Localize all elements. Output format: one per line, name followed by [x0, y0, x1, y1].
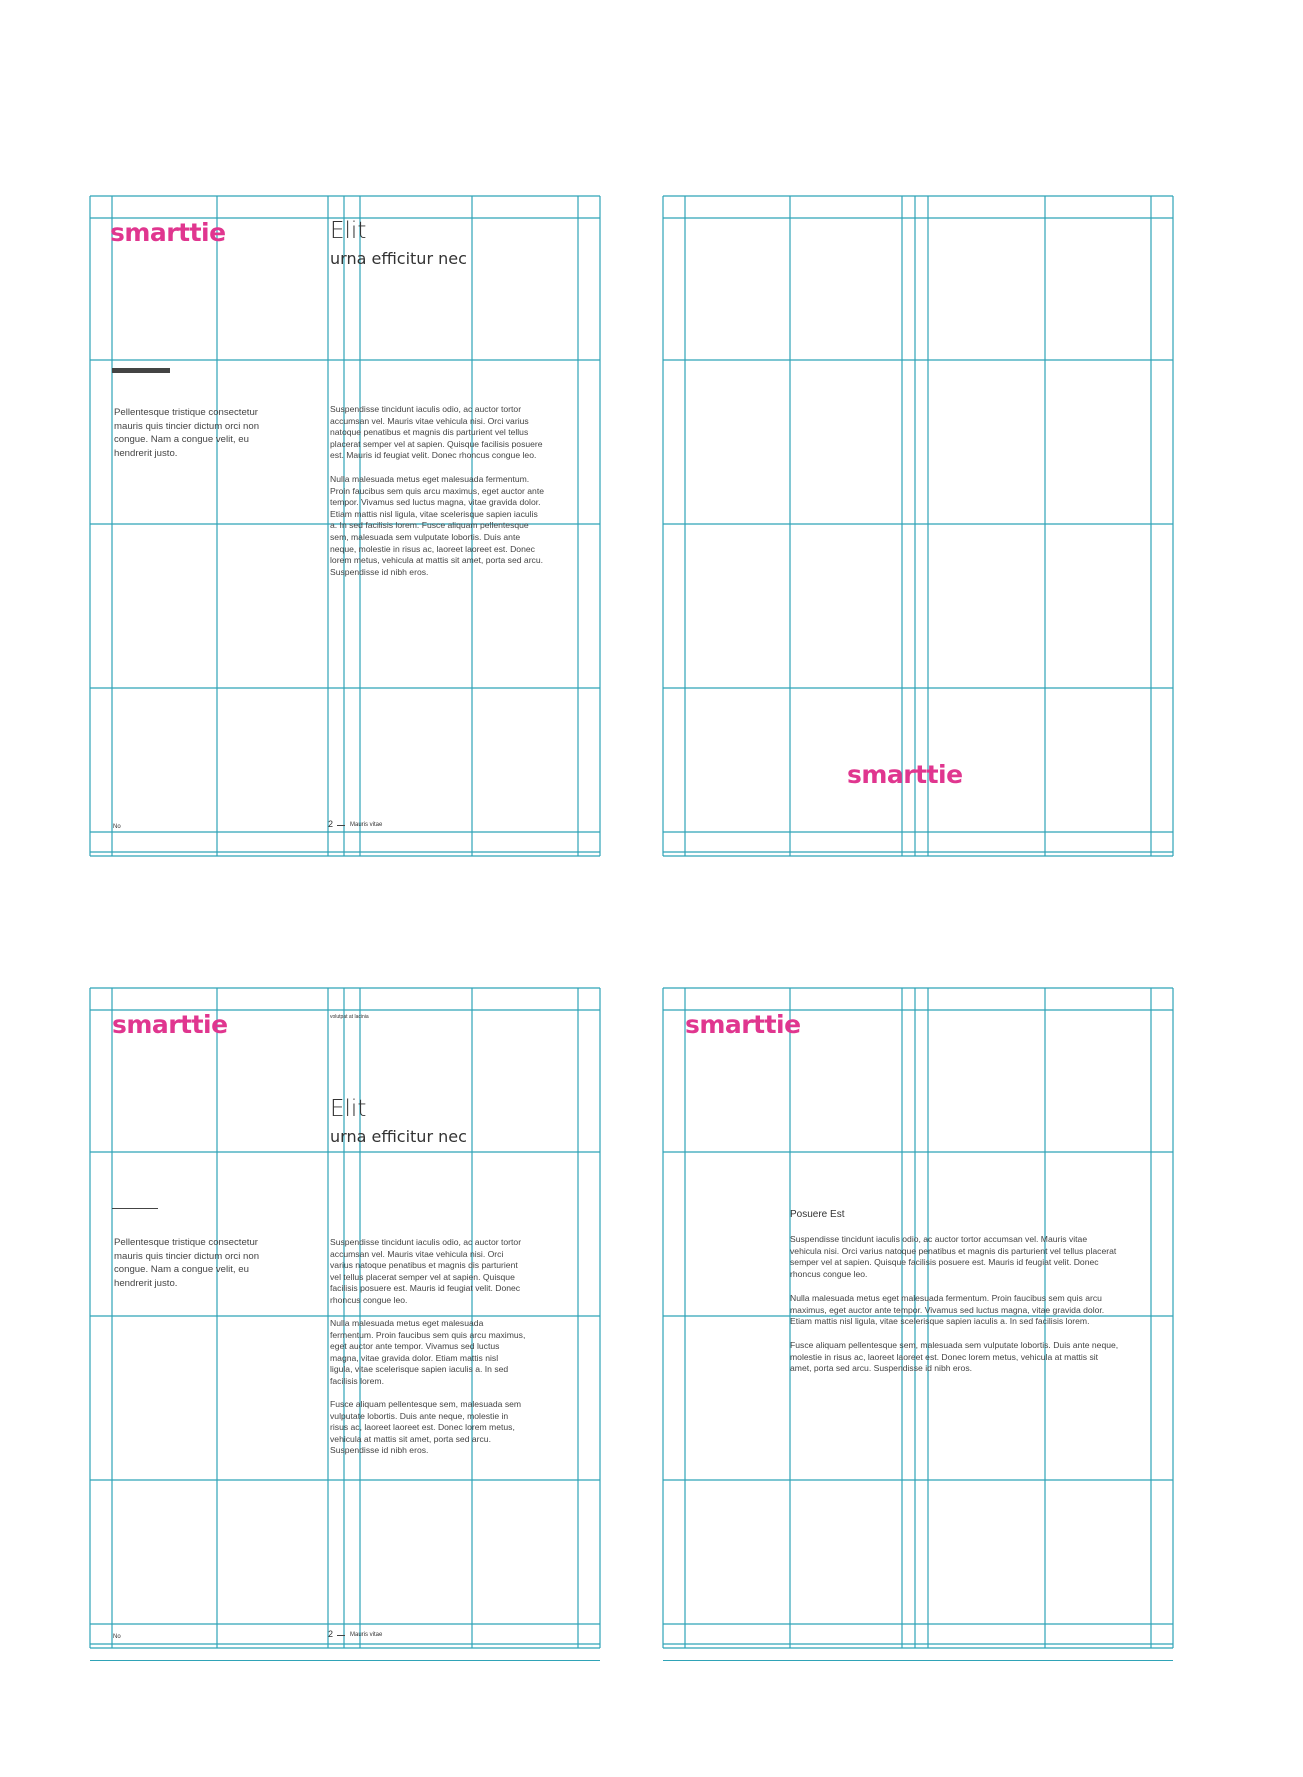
intro-text: Pellentesque tristique consectetur mauris quis tincier dictum orci non congue. Nam a congue velit, eu hendrerit justo. [114, 407, 260, 459]
footer-right-text: Mauris vitae [350, 822, 383, 828]
page-subtitle: urna efficitur nec [330, 1127, 467, 1146]
body-paragraph: Nulla malesuada metus eget malesuada fermentum. Proin faucibus sem quis arcu maximus, eget auctor ante tempor. Vivamus sed luctus magna, vitae gravida dolor. Etiam mattis nisl ligula, vitae scelerisque sapien iaculis a. In sed facilisis lorem. [330, 1318, 526, 1386]
section-heading: Posuere Est [790, 1209, 845, 1220]
page-bottom-guide [90, 1660, 600, 1661]
footer-dash [337, 1635, 345, 1636]
page-number: 2 [328, 819, 334, 829]
page-bottom-guide [663, 1660, 1173, 1661]
body-paragraph: Suspendisse tincidunt iaculis odio, ac auctor tortor accumsan vel. Mauris vitae vehicula nisi. Orci varius natoque penatibus et magnis dis parturient vel tellus placerat semper vel at sapien. Quisque facilisis posuere est. Mauris id feugiat velit. Donec rhoncus congue leo. [790, 1234, 1117, 1279]
layout-page-1 [90, 196, 600, 856]
layout-page-3 [90, 988, 600, 1648]
footer-left-text: No [113, 1634, 121, 1640]
body-paragraph: Fusce aliquam pellentesque sem, malesuada sem vulputate lobortis. Duis ante neque, molestie in risus ac, laoreet laoreet est. Donec lorem metus, vehicula at mattis sit amet, porta sed arcu. Suspendisse id nibh eros. [790, 1340, 1119, 1374]
page-number: 2 [328, 1629, 334, 1639]
footer-right-text: Mauris vitae [350, 1632, 383, 1638]
body-paragraph: Fusce aliquam pellentesque sem, malesuada sem vulputate lobortis. Duis ante neque, molestie in risus ac, laoreet laoreet est. Donec lorem metus, vehicula at mattis sit amet, porta sed arcu. Suspendisse id nibh eros. [330, 1399, 522, 1456]
page-title: Elit [330, 218, 367, 244]
page-subtitle: urna efficitur nec [330, 249, 467, 268]
page-title: Elit [330, 1096, 367, 1122]
layout-grid [663, 196, 1173, 856]
accent-rule [112, 1208, 158, 1209]
layout-page-4 [663, 988, 1173, 1648]
brand-logo: smarttie [847, 760, 963, 789]
body-paragraph: Suspendisse tincidunt iaculis odio, ac auctor tortor accumsan vel. Mauris vitae vehicula nisi. Orci varius natoque penatibus et magnis dis parturient vel tellus placerat semper vel at sapien. Quisque facilisis posuere est. Mauris id feugiat velit. Donec rhoncus congue leo. [330, 1237, 522, 1305]
footer-dash [337, 825, 345, 826]
body-paragraph: Nulla malesuada metus eget malesuada fermentum. Proin faucibus sem quis arcu maximus, eget auctor ante tempor. Vivamus sed luctus magna, vitae gravida dolor. Etiam mattis nisl ligula, vitae scelerisque sapien iaculis a. In sed facilisis lorem. [790, 1293, 1105, 1327]
body-paragraph: Nulla malesuada metus eget malesuada fermentum. Proin faucibus sem quis arcu maximus, eget auctor ante tempor. Vivamus sed luctus magna, vitae gravida dolor. Etiam mattis nisl ligula, vitae scelerisque sapien iaculis a. In sed facilisis lorem. Fusce aliquam pellentesque sem, malesuada sem vulputate lobortis. Duis ante neque, molestie in risus ac, laoreet laoreet est. Donec lorem metus, vehicula at mattis sit amet, porta sed arcu. Suspendisse id nibh eros. [330, 474, 544, 577]
accent-rule [112, 368, 170, 373]
brand-logo: smarttie [110, 218, 226, 247]
layout-page-2 [663, 196, 1173, 856]
footer-left-text: No [113, 824, 121, 830]
brand-logo: smarttie [685, 1010, 801, 1039]
intro-text: Pellentesque tristique consectetur mauris quis tincier dictum orci non congue. Nam a congue velit, eu hendrerit justo. [114, 1237, 260, 1289]
kicker-text: volutpat at lacinia [330, 1014, 369, 1020]
brand-logo: smarttie [112, 1010, 228, 1039]
body-paragraph: Suspendisse tincidunt iaculis odio, ac auctor tortor accumsan vel. Mauris vitae vehicula nisi. Orci varius natoque penatibus et magnis dis parturient vel tellus placerat semper vel at sapien. Quisque facilisis posuere est. Mauris id feugiat velit. Donec rhoncus congue leo. [330, 404, 543, 461]
